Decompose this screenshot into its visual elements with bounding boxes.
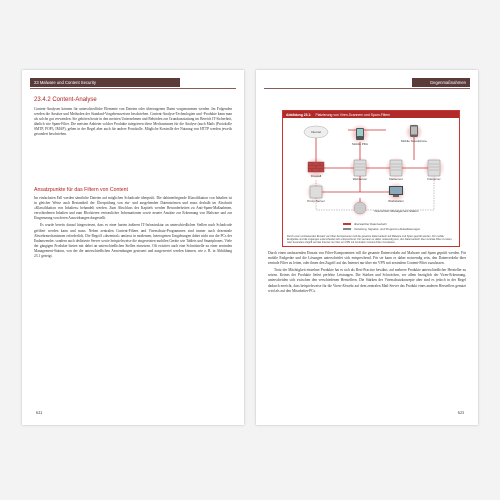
divider (264, 88, 470, 89)
smartphone-label: Mobile Smartphone (400, 139, 428, 143)
figure (282, 110, 460, 247)
left-page (22, 70, 244, 425)
page-number: 622 (36, 410, 43, 415)
firewall-icon (305, 157, 327, 179)
proxy-server-icon (306, 182, 326, 203)
running-head-left: 23 Malware und Content Security (30, 78, 180, 87)
page-number: 623 (457, 410, 464, 415)
divider (30, 88, 236, 89)
legend-swatch (343, 228, 351, 230)
figure-legend (343, 221, 420, 231)
figure-caption (283, 111, 459, 118)
legend-item (343, 226, 420, 231)
fileserver-label: Fileserver (427, 177, 441, 181)
mobile-pda-label: Mobile PDA (352, 142, 368, 146)
management-station-icon (351, 199, 419, 217)
management-label: Virenschutz-Management-Station (374, 209, 419, 213)
mailserver-label: Mailserver (389, 177, 403, 181)
fileserver-icon (423, 157, 445, 181)
distribution-lines (316, 176, 434, 210)
figure-label: Abbildung 23.1: (286, 112, 312, 117)
body-text-block (34, 196, 232, 261)
legend-label: überwachter Datenverkehr (354, 221, 387, 226)
network-diagram (286, 120, 456, 219)
paragraph: Im einfachsten Fall werden sämtliche Dateien auf möglichen Schadcode überprüft. Die dahinterliegende Klassifikation von Inhalten ist in gleicher Weise auch Bestandteil der Überprüfung von ein- und ausgehenden Datenströmen und muss deshalb im Abschnitt »Klassifikation von Inhalten« behandelt werden. Zum Abschluss des Kapitels werden Besonderheiten zu Anti-Spam-Maßnahmen, verschiedenen Inhalten und zum Blockieren vertraulicher Informationen sowie neuere Ansätze zur Erkennung von Malware und zur Eingrenzung von deren Auswirkungen dargestellt. (34, 196, 232, 221)
subsection-title: Ansatzpunkte für das Filtern von Content (34, 187, 129, 193)
mobile-pda-icon (350, 124, 370, 146)
workstation-icon (386, 182, 406, 203)
paragraph: Durch einen umfassenden Einsatz von Filter-Komponenten will die gesamte Datenverkehr auf Malware und Spam geprüft werden. Für mobile Endgeräte und die Lösungen unterscheidet sich entsprechend. Für sie kann es daher notwendig sein, den Datenverkehr über zentrale Filter zu leiten, oder ihnen den Zugriff auf das Internet nur über ein VPN mit zentralem Content-Filter zuzulassen. (268, 251, 466, 266)
body-text-block (34, 107, 232, 140)
webserver-label: Webserver (352, 177, 368, 181)
smartphone-icon (401, 123, 427, 143)
webserver-icon (349, 157, 371, 181)
legend-label: Verteilung, Signatur- und Programm-Aktualisierungen (354, 226, 421, 231)
workstation-label: Workstation (388, 199, 404, 203)
running-head-right: Gegenmaßnahmen (412, 78, 470, 87)
right-page (256, 70, 478, 425)
mailserver-icon (385, 157, 407, 181)
paragraph: Trotz der Mächtigkeit einzelner Produkte hat es sich als Best-Practice bewährt, auf mehrere Produkte unterschiedlicher Hersteller zu setzen. Keines der Produkte liefert perfekte Leistungen. Die Stärken und Schwächen, vor allem bezüglich der Viren-Erkennung, unterscheiden sich zwischen den verschiedenen Herstellern. Die Stärken der Virenschutzkonzepte aber sind es jedoch in der Regel dadurch erreicht, dass beispielsweise für die Viren-Abwehr auf dem zentralen Mail-Server das Produkt eines anderen Herstellers genutzt wird als auf den Mitarbeiter-PCs. (268, 268, 466, 293)
paragraph: Content-Analysen können für unterschiedliche Elemente von Dateien oder übertragenen Daten vorgenommen werden. Im Folgenden werden die Ansätze und Methoden der Standard-Vorgehensweisen beschrieben. Content-Analyse-Technologien und -Produkte kann man als solche gut verwenden. Sie gehören heute in den meisten Unternehmen und Behörden zur Grundausstattung im Bereich IT-Sicherheit, ähnlich wie Spam-Filter. Die meisten Anbieter solcher Produkte integrieren diese Mechanismen für die Analyse (auch Mails (Protokolle SMTP, POP3, IMAP), gehen in der Regel aber auch für andere Protokolle. Mögliche Kontrolle der Nutzung von HTTP werden jeweils gesondert beschrieben. (34, 107, 232, 137)
internet-cloud-icon (304, 126, 328, 138)
figure-title: Platzierung von Viren-Scannern und Spam-Filtern (315, 112, 391, 117)
figure-note: Durch einen umfassenden Einsatz von Filter-Komponenten soll die gesamte Datenverkehr auf Malware und Spam geprüft werden. Für mobile Endgeräte und die zugangen unterscheidet sich entsprechend. Für sie kann es daher notwendig sein, den Datenverkehr über zentrale Filter zu leiten, oder besondere Zugriff auf das Internet nur über ein VPN mit zentralem Content-Filter zuzulassen. (287, 235, 453, 245)
internet-label: Internet (310, 130, 322, 134)
proxy-label: Proxy-Server (307, 199, 325, 203)
firewall-label: Firewall (310, 174, 322, 178)
section-title: 23.4.2 Content-Analyse (34, 97, 97, 103)
paragraph: Es wurde bereits darauf hingewiesen, dass es einer harten äußeren IT-Infrastruktur an unterschiedlichen Stellen nach Schadcode gefiltert werden kann und muss. Neben zentralen Content-Filtern und Virenschutz-Programmen sind immer auch dezentrale Abwehrmechanismen erforderlich. Die Begriff »dezentral« umfasst in modernen, heterogenen Umgebungen dabei nicht nur die PCs der Endanwender, sondern auch dedizierte Server sowie beispielsweise die eingesetzten mobilen Geräte wie Tablets und Smartphones. Viele der gängigen Produkte bieten mit dabei an unterschiedlichen Stellen einsetzen. Oft existiert auch eine Schnittstelle zu einer zentralen Management-Station, von der die unterschiedlichen Anwendungen gesteuert und ausgewertet werden können, wie z. B. in Abbildung 23.1 gezeigt. (34, 223, 232, 259)
body-text-block (268, 251, 466, 296)
legend-swatch (343, 223, 351, 225)
